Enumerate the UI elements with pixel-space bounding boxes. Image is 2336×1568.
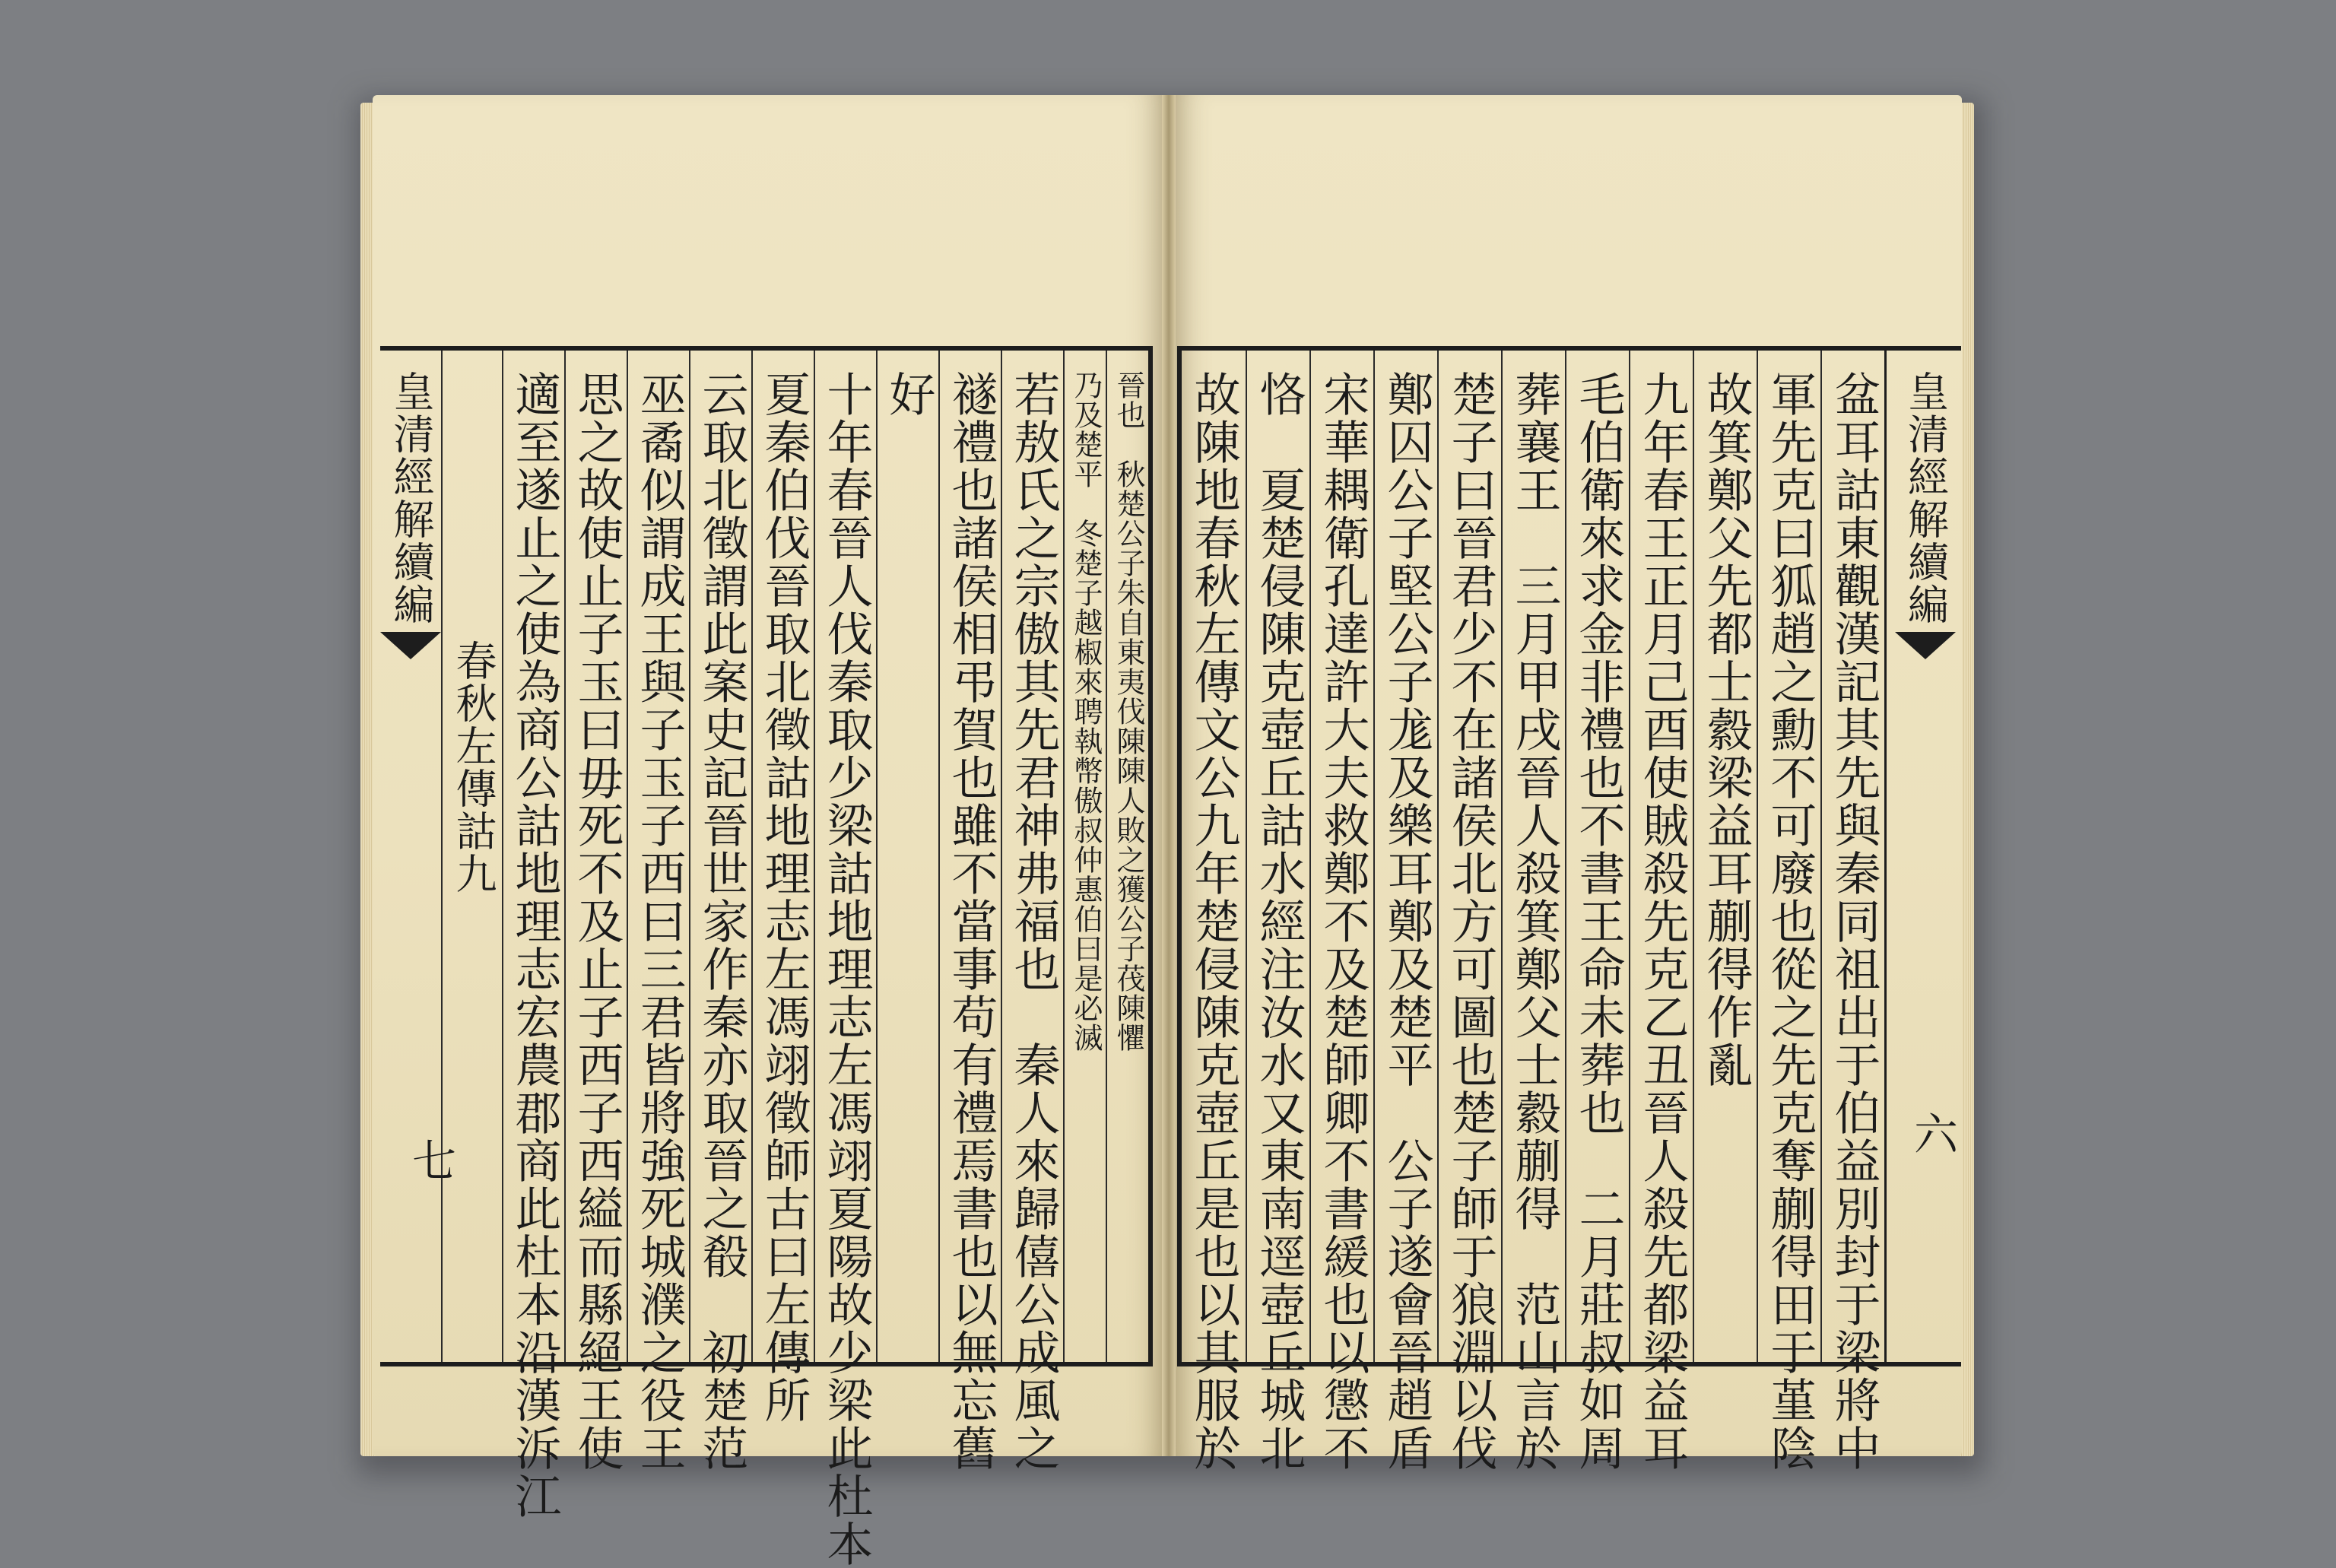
right-col-9	[1309, 351, 1375, 1472]
fishtail-mark	[1895, 632, 1956, 659]
right-col-3	[1693, 351, 1758, 1362]
right-text-frame	[1177, 346, 1961, 1472]
left-subtitle-column	[441, 351, 503, 1362]
left-col-1	[1106, 351, 1150, 1362]
right-col-4-text: 九年春王正月己酉使賊殺先克乙丑晉人殺先都梁益耳	[1635, 370, 1690, 1472]
right-col-4	[1629, 351, 1694, 1472]
left-banxin-title: 皇清經解續編	[387, 370, 435, 626]
left-col-4	[938, 351, 1002, 1472]
left-col-8	[689, 351, 753, 1472]
right-col-10	[1246, 351, 1311, 1472]
left-col-7-text: 夏秦伯伐晉取北徵詁地理志左馮翊徵師古曰左傳所	[757, 370, 811, 1424]
left-col-9-text: 巫矞似謂成王與子玉子西曰三君皆將強死城濮之役王	[632, 370, 687, 1472]
right-banxin	[1884, 351, 1963, 1362]
fishtail-mark	[380, 632, 441, 659]
left-col-3-text: 若敖氏之宗傲其先君神弗福也 秦人來歸僖公成風之	[1006, 370, 1061, 1472]
left-col-2	[1063, 351, 1107, 1362]
right-col-11	[1182, 351, 1246, 1472]
left-col-2-text: 乃及楚平 冬楚子越椒來聘執幣傲叔仲惠伯曰是必滅	[1069, 370, 1103, 1052]
left-col-5	[876, 351, 940, 1362]
left-col-8-text: 云取北徵謂此案史記晉世家作秦亦取晉之殽 初楚范	[694, 370, 749, 1472]
left-col-5-text: 好	[881, 370, 936, 418]
right-col-11-text: 故陳地春秋左傳文公九年楚侵陳克壺丘是也以其服於	[1186, 370, 1241, 1472]
left-col-11	[502, 351, 566, 1520]
right-banxin-title: 皇清經解續編	[1901, 370, 1950, 626]
right-col-6-text: 葬襄王 三月甲戌晉人殺箕鄭父士縠蒯得 范山言於	[1507, 370, 1562, 1472]
left-col-9	[627, 351, 690, 1472]
left-col-10	[564, 351, 628, 1472]
book-gutter	[1162, 95, 1176, 1456]
right-col-10-text: 恪 夏楚侵陳克壺丘詁水經注汝水又東南逕壺丘城北	[1252, 370, 1306, 1472]
right-col-6	[1501, 351, 1566, 1472]
right-col-3-text: 故箕鄭父先都士縠梁益耳蒯得作亂	[1699, 370, 1754, 1089]
right-col-5	[1565, 351, 1630, 1472]
right-folio: 六	[1906, 1111, 1958, 1155]
left-col-6	[814, 351, 878, 1568]
right-col-8-text: 鄭囚公子堅公子尨及樂耳鄭及楚平 公子遂會晉趙盾	[1379, 370, 1434, 1472]
right-col-7-text: 楚子曰晉君少不在諸侯北方可圖也楚子師于狼淵以伐	[1443, 370, 1498, 1472]
left-col-10-text: 思之故使止子玉曰毋死不及止子西子西縊而縣絕王使	[570, 370, 624, 1472]
left-col-3	[1001, 351, 1065, 1472]
right-col-7	[1437, 351, 1503, 1472]
left-col-7	[751, 351, 815, 1424]
left-col-11-text: 適至遂止之使為商公詁地理志宏農郡商此杜本沿漢泝江	[507, 370, 562, 1520]
right-col-1-text: 盆耳詁東觀漢記其先與秦同祖出于伯益別封于梁將中	[1827, 370, 1881, 1472]
left-banxin	[380, 351, 441, 1362]
right-col-2	[1757, 351, 1822, 1472]
right-col-9-text: 宋華耦衛孔達許大夫救鄭不及楚師卿不書緩也以懲不	[1316, 370, 1370, 1472]
left-folio: 七	[405, 1138, 456, 1182]
left-text-frame	[380, 346, 1153, 1568]
left-col-6-text: 十年春晉人伐秦取少梁詁地理志左馮翊夏陽故少梁此杜本	[819, 370, 874, 1568]
right-col-2-text: 軍先克曰狐趙之勳不可廢也從之先克奪蒯得田于堇陰	[1763, 370, 1817, 1472]
left-col-4-text: 禭禮也諸侯相弔賀也雖不當事苟有禮焉書也以無忘舊	[944, 370, 998, 1472]
right-col-8	[1373, 351, 1439, 1472]
left-col-1-text: 晉也 秋楚公子朱自東夷伐陳陳人敗之獲公子茷陳懼	[1112, 370, 1145, 1052]
left-banxin-subtitle: 春秋左傳詁九	[449, 640, 497, 895]
right-col-5-text: 毛伯衛來求金非禮也不書王命未葬也 二月莊叔如周	[1571, 370, 1626, 1472]
right-col-1	[1820, 351, 1886, 1472]
